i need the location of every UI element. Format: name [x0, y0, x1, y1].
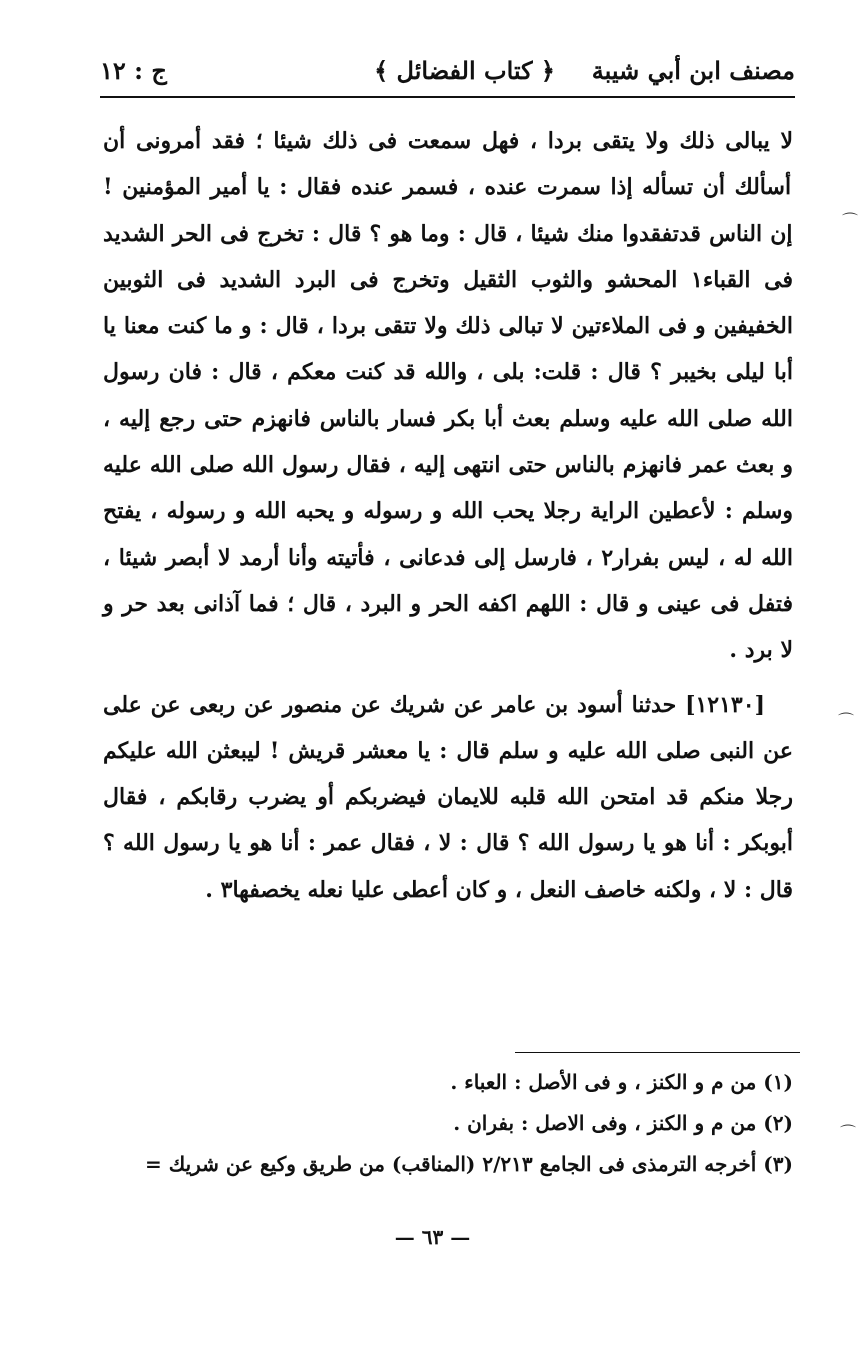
margin-mark: ⌒	[838, 711, 855, 730]
book-title: مصنف ابن أبي شيبة	[591, 56, 795, 85]
text-line: فى القباء١ المحشو والثوب الثقيل وتخرج فى البرد الشديد فى الثوبين الخفيفين	[103, 266, 793, 340]
margin-mark: ⌒	[842, 211, 859, 230]
footnotes	[103, 1062, 793, 1185]
narration-paragraph	[103, 118, 793, 674]
text-line: بفرار٢ ، فارسل إلى فدعانى ، فأتيته وأنا أرمد لا أبصر شيئا ، فتفل فى عينى	[103, 544, 793, 617]
text-line: الراية رجلا يحب الله و رسوله و يحبه الله و رسوله ، يفتح الله له ، ليس	[103, 498, 793, 571]
footnote-3: (٣) أخرجه الترمذى فى الجامع ٢/٢١٣ (المناقب) من طريق وكيع عن شريك =	[145, 1152, 793, 1176]
margin-mark: ⌒	[840, 1123, 857, 1142]
hadith-line: عن على عن النبى صلى الله عليه و سلم قال : يا معشر قريش ! ليبعثن الله	[103, 691, 793, 764]
text-line: بخيبر ؟ قال : قلت: بلى ، والله قد كنت معكم ، قال : فان رسول الله صلى الله	[103, 359, 794, 432]
running-header	[100, 44, 795, 94]
hadith-paragraph	[103, 682, 793, 913]
volume-number: ج : ١٢	[100, 56, 167, 85]
text-line: عليه وسلم بعث أبا بكر فسار بالناس فانهزم حتى رجع إليه ، و بعث عمر	[103, 405, 793, 479]
main-text	[103, 118, 793, 913]
hadith-line: الله ؟ قال : لا ، ولكنه خاصف النعل ، و كان أعطى عليا نعله يخصفها٣ .	[103, 830, 793, 903]
hadith-line: فقال أبوبكر : أنا هو يا رسول الله ؟ قال : لا ، فقال عمر : أنا هو يا رسول	[103, 784, 793, 857]
header-rule	[100, 96, 795, 98]
page-number: — ٦٣ —	[394, 1225, 471, 1249]
text-line: إن الناس قدتفقدوا منك شيئا ، قال : وما هو ؟ قال : تخرج فى الحر الشديد	[103, 220, 793, 247]
footnote-rule	[515, 1052, 800, 1053]
footnote-2: (٢) من م و الكنز ، وفى الاصل : بفران .	[453, 1111, 793, 1135]
hadith-line: [١٢١٣٠] حدثنا أسود بن عامر عن شريك عن منصور عن ربعى	[180, 691, 765, 718]
hadith-line: عليكم رجلا منكم قد امتحن الله قلبه للايمان فيضربكم أو يضرب رقابكم ،	[103, 737, 793, 811]
text-line: أن أسألك أن تسأله إذا سمرت عنده ، فسمر عنده فقال : يا أمير المؤمنين !	[103, 128, 792, 201]
footnote-1: (١) من م و الكنز ، و فى الأصل : العباء .	[450, 1070, 793, 1094]
text-line: فانهزم بالناس حتى انتهى إليه ، فقال رسول الله صلى الله عليه وسلم : لأعطين	[103, 452, 794, 525]
text-line: لا يبالى ذلك ولا يتقى بردا ، فهل سمعت فى ذلك شيئا ؛ فقد أمرونى	[125, 128, 793, 154]
section-title: ﴿ كتاب الفضائل ﴾	[374, 56, 555, 85]
text-line: و فى الملاءتين لا تبالى ذلك ولا تتقى بردا ، قال : و ما كنت معنا يا أبا ليلى	[103, 313, 793, 386]
text-line: و قال : اللهم اكفه الحر و البرد ، قال ؛ فما آذانى بعد حر و لا برد .	[103, 590, 793, 664]
